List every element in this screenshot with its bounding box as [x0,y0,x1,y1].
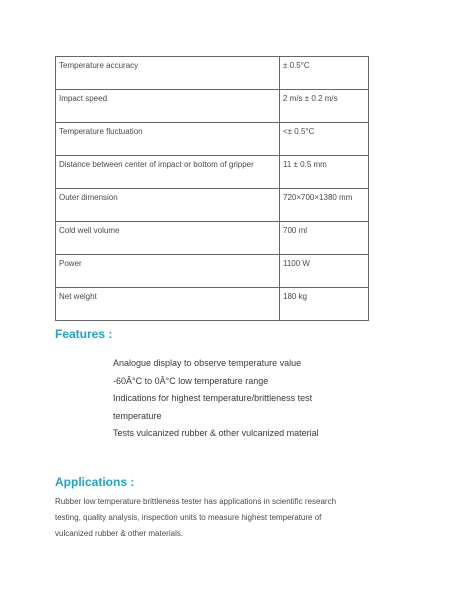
value-cell: <± 0.5°C [280,123,369,156]
parameter-cell: Net weight [56,288,280,321]
parameter-cell: Power [56,255,280,288]
table-row [56,123,369,156]
value-cell: 11 ± 0.5 mm [280,156,369,189]
table-row [56,288,369,321]
value-cell: 2 m/s ± 0.2 m/s [280,90,369,123]
features-heading: Features : [55,327,113,341]
list-item: -60Â°C to 0Â°C low temperature range [113,375,269,386]
applications-paragraph: Rubber low temperature brittleness tester has applications in scientific research testing, quality analysis, inspection units to measure highest temperature of vulcanized rubber & other materials. [55,497,337,538]
parameter-cell: Outer dimension [56,189,280,222]
value-cell: 180 kg [280,288,369,321]
applications-heading: Applications : [55,475,135,489]
table-row [56,255,369,288]
value-cell: 720×700×1380 mm [280,189,369,222]
table-row [56,156,369,189]
list-item: Analogue display to observe temperature value [113,358,302,368]
table-row [56,90,369,123]
parameter-cell: Distance between center of impact or bottom of gripper [56,156,280,189]
table-row [56,57,369,90]
features-list [113,355,353,443]
value-cell: 700 ml [280,222,369,255]
parameter-cell: Temperature accuracy [56,57,280,90]
parameter-cell: Impact speed [56,90,280,123]
parameter-cell: Temperature fluctuation [56,123,280,156]
table-row [56,189,369,222]
table-row [56,222,369,255]
value-cell: ± 0.5°C [280,57,369,90]
list-item: Tests vulcanized rubber & other vulcanized material [113,428,319,438]
specifications-table [55,56,369,321]
value-cell: 1100 W [280,255,369,288]
parameter-cell: Cold well volume [56,222,280,255]
list-item: Indications for highest temperature/brittleness test temperature [113,393,313,421]
